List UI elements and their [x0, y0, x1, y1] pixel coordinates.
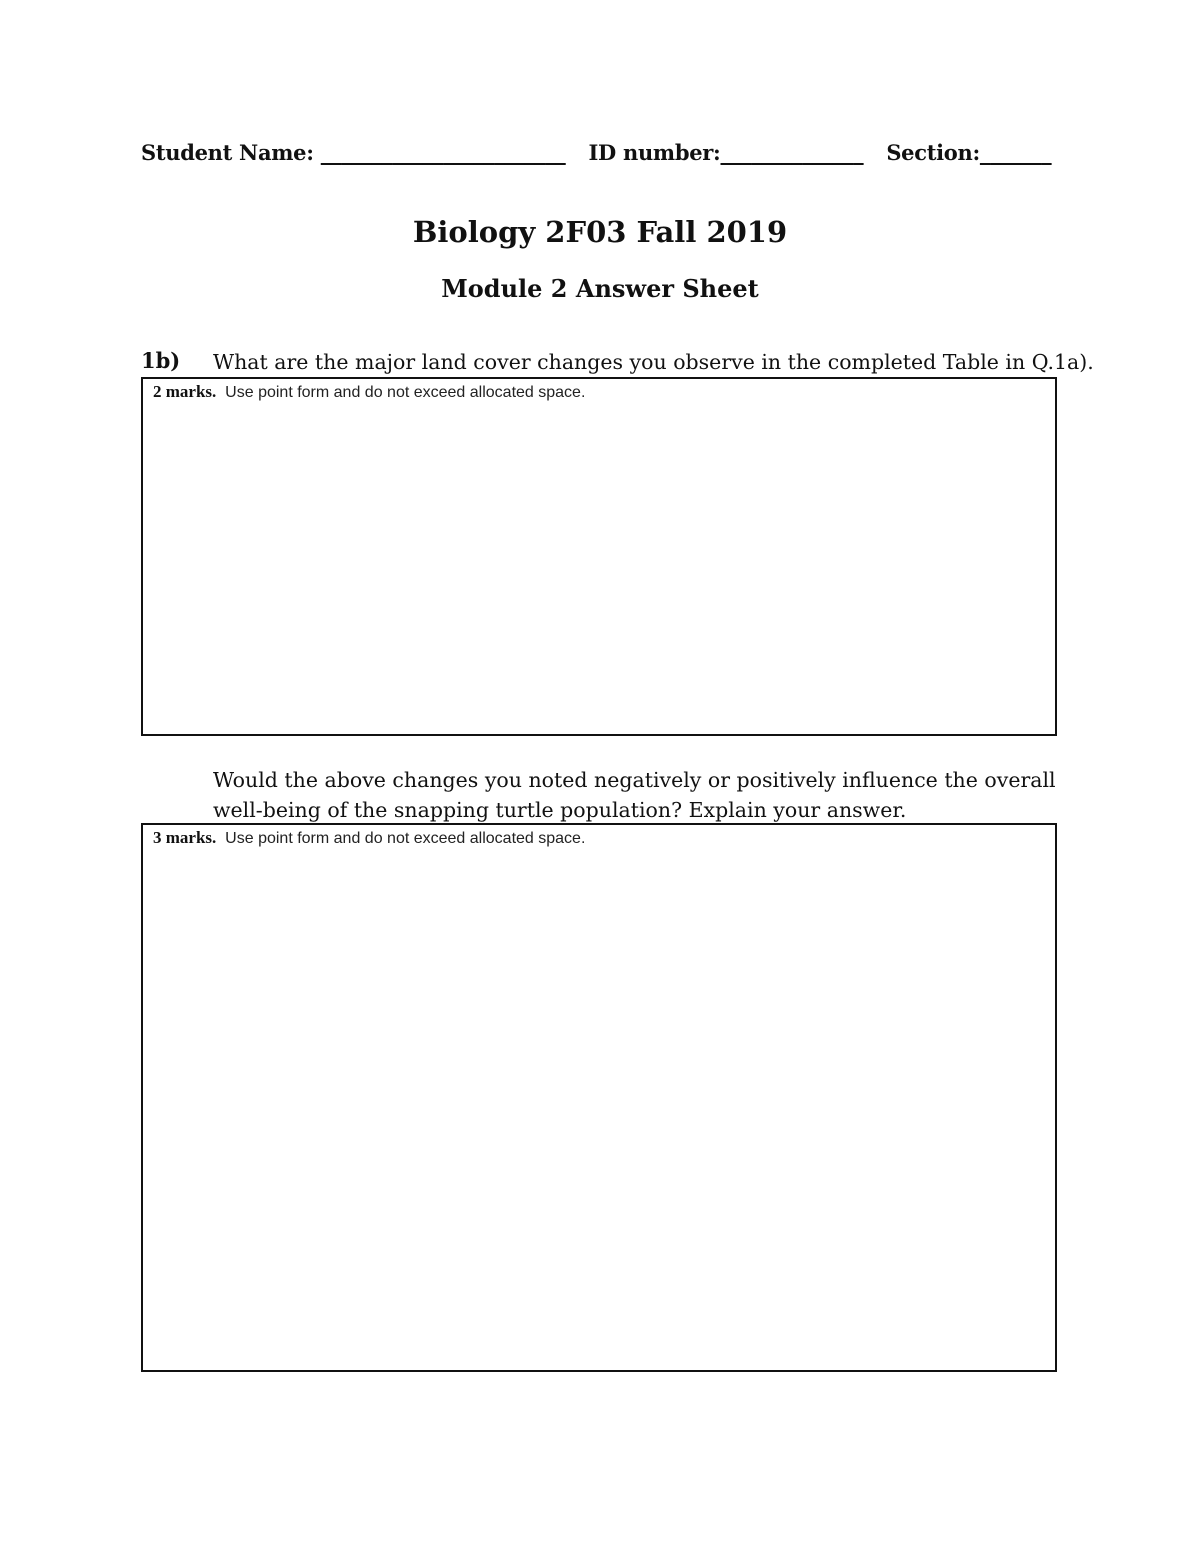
answer-instruction — [153, 382, 585, 402]
document-subtitle: Module 2 Answer Sheet — [441, 274, 759, 303]
section-field[interactable]: Section:_______ — [886, 140, 1052, 165]
question-followup-text — [213, 765, 1056, 825]
instruction-text: Use point form and do not exceed allocated space. — [225, 384, 586, 401]
question-line: What are the major land cover changes you observe in the completed Table in Q.1a). — [213, 350, 1094, 374]
answer-instruction — [153, 828, 585, 848]
answer-box-followup[interactable] — [141, 823, 1057, 1372]
question-line: well-being of the snapping turtle population? Explain your answer. — [213, 798, 907, 822]
id-number-field[interactable]: ID number:______________ — [588, 140, 864, 165]
answer-area-1b[interactable] — [147, 407, 1051, 730]
question-line: Would the above changes you noted negatively or positively influence the overall — [213, 768, 1056, 792]
student-info-line — [141, 140, 1061, 165]
answer-box-1b[interactable] — [141, 377, 1057, 736]
student-name-field[interactable]: Student Name: ________________________ — [141, 140, 566, 165]
document-title: Biology 2F03 Fall 2019 — [412, 215, 788, 249]
marks-label: 2 marks. — [153, 382, 217, 401]
question-1b-text — [213, 347, 1094, 377]
marks-label: 3 marks. — [153, 828, 217, 847]
question-1b-number: 1b) — [141, 348, 181, 373]
instruction-text: Use point form and do not exceed allocated space. — [225, 830, 586, 847]
answer-area-followup[interactable] — [147, 853, 1051, 1366]
